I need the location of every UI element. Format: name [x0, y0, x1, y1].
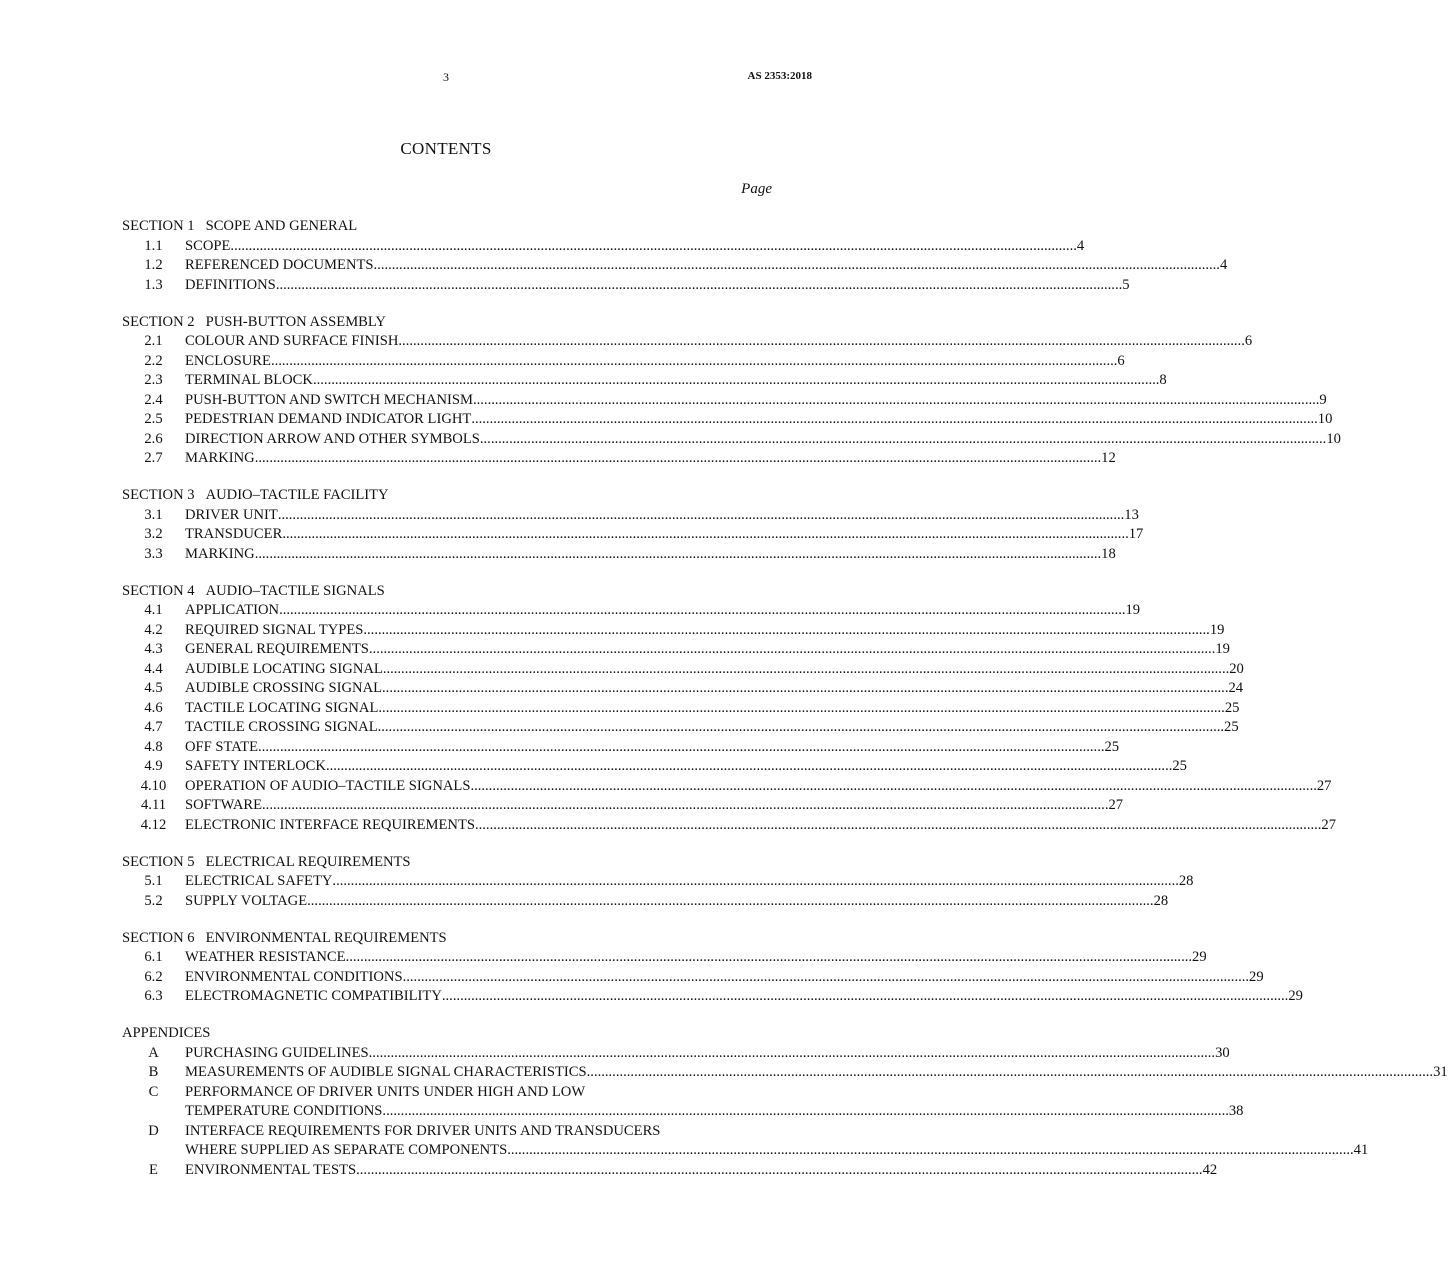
entry-number: 2.5: [144, 411, 163, 427]
entry-number: 2.7: [144, 450, 163, 466]
entry-page-number: 28: [1178, 873, 1194, 889]
toc-entry[interactable]: [122, 237, 1085, 257]
entry-title: TACTILE CROSSING SIGNAL: [185, 719, 378, 735]
entry-page-number: 10: [1326, 430, 1341, 447]
entry-page-number: 18: [1101, 545, 1116, 562]
entry-title: ELECTRICAL SAFETY: [185, 873, 333, 889]
entry-number: 4.10: [140, 777, 167, 794]
toc-entry[interactable]: [122, 679, 1244, 699]
entry-page-number: 27: [1108, 797, 1124, 813]
toc-entry[interactable]: [122, 816, 1337, 836]
dot-leader: [383, 660, 1229, 680]
toc-entry[interactable]: [122, 796, 1124, 816]
section-heading: [122, 1024, 772, 1044]
entry-number: 4.6: [144, 699, 163, 716]
dot-leader: [255, 545, 1101, 565]
dot-leader: [356, 1161, 1202, 1181]
entry-number: C: [148, 1083, 159, 1100]
section-label: SECTION 2: [122, 313, 195, 330]
dot-leader: [326, 757, 1172, 777]
entry-page-number: 4: [1219, 257, 1228, 273]
toc-entry[interactable]: [122, 948, 1207, 968]
dot-leader: [278, 506, 1124, 526]
dot-leader: [378, 699, 1224, 719]
entry-title: ENVIRONMENTAL TESTS: [185, 1161, 357, 1178]
entry-title: MEASUREMENTS OF AUDIBLE SIGNAL CHARACTERISTICS: [185, 1064, 587, 1080]
dot-leader: [363, 621, 1209, 641]
entry-number: 3.3: [144, 545, 163, 562]
dot-leader: [475, 816, 1321, 836]
dot-leader: [507, 1141, 1353, 1161]
section-title: AUDIO–TACTILE SIGNALS: [205, 582, 385, 599]
entry-page-number: 29: [1192, 949, 1207, 965]
entry-title: AUDIBLE LOCATING SIGNAL: [185, 660, 383, 677]
entry-title: AUDIBLE CROSSING SIGNAL: [185, 680, 383, 696]
dot-leader: [369, 640, 1215, 660]
entry-title: REQUIRED SIGNAL TYPES: [185, 621, 364, 638]
entry-title: REFERENCED DOCUMENTS: [185, 257, 374, 273]
entry-number: 4.5: [144, 680, 163, 696]
entry-number: 3.1: [144, 506, 163, 523]
section-label: APPENDICES: [122, 1025, 211, 1041]
entry-number: 4.8: [144, 738, 163, 755]
dot-leader: [369, 1044, 1215, 1064]
entry-title: WEATHER RESISTANCE: [185, 949, 346, 965]
entry-title: SUPPLY VOLTAGE: [185, 892, 308, 909]
entry-page-number: 19: [1209, 621, 1225, 638]
section-heading: [122, 853, 772, 873]
entry-title: ENVIRONMENTAL CONDITIONS: [185, 968, 403, 985]
dot-leader: [442, 987, 1288, 1007]
toc-entry[interactable]: [122, 872, 1194, 892]
entry-number: D: [148, 1122, 159, 1139]
entry-page-number: 9: [1319, 391, 1327, 408]
section-title: ELECTRICAL REQUIREMENTS: [205, 853, 411, 870]
toc-section: [122, 582, 1337, 836]
contents-title: CONTENTS: [400, 139, 492, 158]
entry-title: PUSH-BUTTON AND SWITCH MECHANISM: [185, 391, 473, 408]
entry-title: DIRECTION ARROW AND OTHER SYMBOLS: [185, 430, 480, 447]
page-number: 3: [443, 70, 449, 84]
entry-title: COLOUR AND SURFACE FINISH: [185, 333, 399, 349]
section-label: SECTION 1: [122, 218, 195, 234]
entry-title: DEFINITIONS: [185, 276, 276, 293]
entry-number: 4.7: [144, 719, 163, 735]
entry-page-number: 8: [1159, 372, 1167, 388]
entry-number: 1.3: [144, 276, 163, 293]
toc-entry[interactable]: [122, 1063, 1448, 1083]
entry-page-number: 17: [1128, 526, 1144, 542]
entry-page-number: 29: [1288, 988, 1303, 1004]
dot-leader: [480, 430, 1326, 450]
entry-page-number: 19: [1215, 641, 1230, 657]
entry-page-number: 25: [1104, 738, 1120, 755]
entry-page-number: 42: [1202, 1161, 1218, 1178]
toc-entry[interactable]: [122, 757, 1187, 777]
toc-entry[interactable]: [122, 718, 1239, 738]
entry-page-number: 31: [1433, 1064, 1448, 1080]
entry-number: 2.1: [144, 333, 163, 349]
entry-page-number: 13: [1124, 506, 1139, 523]
entry-number: 2.6: [144, 430, 163, 447]
toc-entry[interactable]: [122, 892, 1169, 912]
entry-title: DRIVER UNIT: [185, 506, 278, 523]
toc-entry[interactable]: [122, 332, 1253, 352]
entry-number: 1.1: [144, 237, 163, 254]
toc-entry[interactable]: [122, 506, 1139, 526]
entry-number: B: [148, 1064, 159, 1080]
toc-entry[interactable]: [122, 968, 1264, 988]
entry-title: INTERFACE REQUIREMENTS FOR DRIVER UNITS AND TRANSDUCERS: [185, 1122, 661, 1139]
toc-entry[interactable]: [122, 449, 1116, 469]
entry-number: 4.2: [144, 621, 163, 638]
section-heading: [122, 582, 772, 602]
toc-entry[interactable]: [122, 601, 1141, 621]
entry-page-number: 6: [1117, 352, 1125, 369]
entry-page-number: 27: [1316, 777, 1332, 794]
entry-page-number: 25: [1224, 719, 1239, 735]
dot-leader: [271, 352, 1117, 372]
dot-leader: [276, 276, 1122, 296]
entry-number: 3.2: [144, 526, 163, 542]
entry-title: GENERAL REQUIREMENTS: [185, 641, 369, 657]
dot-leader: [332, 872, 1178, 892]
entry-number: 4.9: [144, 758, 163, 774]
entry-page-number: 10: [1317, 411, 1333, 427]
dot-leader: [382, 679, 1228, 699]
toc-entry[interactable]: [122, 352, 1125, 372]
section-label: SECTION 6: [122, 929, 195, 946]
dot-leader: [313, 371, 1159, 391]
toc-section: [122, 217, 1228, 295]
entry-number: 2.2: [144, 352, 163, 369]
section-title: ENVIRONMENTAL REQUIREMENTS: [205, 929, 447, 946]
toc-entry[interactable]: [122, 371, 1167, 391]
toc-entry[interactable]: [122, 525, 1144, 545]
entry-title: SOFTWARE: [185, 797, 263, 813]
entry-number: 6.3: [144, 988, 163, 1004]
entry-page-number: 6: [1244, 333, 1253, 349]
table-of-contents: [122, 217, 1448, 1198]
entry-page-number: 24: [1228, 680, 1244, 696]
toc-section: [122, 853, 1194, 912]
entry-title: OFF STATE: [185, 738, 259, 755]
entry-page-number: 27: [1321, 816, 1337, 833]
entry-number: 1.2: [144, 257, 163, 273]
entry-page-number: 5: [1122, 276, 1130, 293]
entry-number: 2.4: [144, 391, 163, 408]
dot-leader: [230, 237, 1076, 257]
entry-page-number: 20: [1229, 660, 1244, 677]
entry-title: MARKING: [185, 545, 255, 562]
entry-number: 5.1: [144, 873, 163, 889]
entry-title: ELECTRONIC INTERFACE REQUIREMENTS: [185, 816, 475, 833]
entry-page-number: 41: [1353, 1142, 1369, 1158]
section-title: AUDIO–TACTILE FACILITY: [205, 487, 389, 503]
entry-title: TACTILE LOCATING SIGNAL: [185, 699, 379, 716]
toc-entry[interactable]: [122, 699, 1240, 719]
dot-leader: [471, 410, 1317, 430]
entry-page-number: 29: [1249, 968, 1264, 985]
entry-title: PURCHASING GUIDELINES: [185, 1044, 369, 1061]
dot-leader: [374, 256, 1220, 276]
entry-number: 4.12: [140, 816, 167, 833]
document-id: AS 2353:2018: [747, 70, 812, 82]
section-title: PUSH-BUTTON ASSEMBLY: [205, 313, 386, 330]
entry-title: SCOPE: [185, 237, 231, 254]
entry-title: TRANSDUCER: [185, 526, 283, 542]
dot-leader: [255, 449, 1101, 469]
entry-title: PEDESTRIAN DEMAND INDICATOR LIGHT: [185, 411, 472, 427]
section-heading: [122, 486, 772, 506]
entry-title: TERMINAL BLOCK: [185, 372, 313, 388]
toc-entry[interactable]: [122, 738, 1120, 758]
toc-entry[interactable]: [122, 621, 1225, 641]
toc-entry[interactable]: [122, 1044, 1230, 1064]
toc-entry[interactable]: [122, 1122, 1369, 1161]
dot-leader: [262, 796, 1108, 816]
toc-section: [122, 486, 1144, 564]
section-title: SCOPE AND GENERAL: [205, 218, 358, 234]
toc-entry[interactable]: [122, 660, 1244, 680]
entry-title: OPERATION OF AUDIO–TACTILE SIGNALS: [185, 777, 471, 794]
dot-leader: [258, 738, 1104, 758]
entry-title: ELECTROMAGNETIC COMPATIBILITY: [185, 988, 442, 1004]
dot-leader: [470, 777, 1316, 797]
entry-number: 4.1: [144, 602, 163, 618]
toc-entry[interactable]: [122, 256, 1228, 276]
entry-number: 5.2: [144, 892, 163, 909]
entry-page-number: 19: [1125, 602, 1141, 618]
section-label: SECTION 3: [122, 487, 195, 503]
entry-number: 4.3: [144, 641, 163, 657]
entry-page-number: 28: [1153, 892, 1169, 909]
entry-number: 2.3: [144, 372, 163, 388]
page-column-label: Page: [741, 181, 772, 197]
toc-section: [122, 313, 1341, 469]
section-heading: [122, 217, 772, 237]
entry-number: 4.11: [141, 797, 166, 813]
entry-title: APPLICATION: [185, 602, 280, 618]
dot-leader: [382, 1102, 1228, 1122]
entry-number: 4.4: [144, 660, 163, 677]
section-label: SECTION 5: [122, 853, 195, 870]
entry-page-number: 30: [1215, 1044, 1230, 1061]
dot-leader: [378, 718, 1224, 738]
entry-title: WHERE SUPPLIED AS SEPARATE COMPONENTS: [185, 1142, 508, 1158]
dot-leader: [307, 892, 1153, 912]
entry-page-number: 25: [1224, 699, 1240, 716]
entry-number: A: [148, 1044, 159, 1061]
toc-entry[interactable]: [122, 640, 1230, 660]
entry-title: PERFORMANCE OF DRIVER UNITS UNDER HIGH AND LOW: [185, 1083, 586, 1100]
entry-number: E: [149, 1161, 158, 1178]
dot-leader: [587, 1063, 1433, 1083]
toc-section: [122, 1024, 1448, 1180]
section-heading: [122, 929, 772, 949]
toc-entry[interactable]: [122, 1083, 1244, 1122]
entry-number: 6.1: [144, 949, 163, 965]
toc-entry[interactable]: [122, 410, 1333, 430]
entry-page-number: 4: [1076, 237, 1085, 254]
dot-leader: [346, 948, 1192, 968]
toc-entry[interactable]: [122, 545, 1116, 565]
dot-leader: [403, 968, 1249, 988]
entry-title: ENCLOSURE: [185, 352, 271, 369]
dot-leader: [473, 391, 1319, 411]
toc-entry[interactable]: [122, 777, 1332, 797]
entry-title: SAFETY INTERLOCK: [185, 758, 326, 774]
entry-page-number: 12: [1101, 450, 1116, 466]
toc-entry[interactable]: [122, 391, 1327, 411]
toc-entry[interactable]: [122, 1161, 1218, 1181]
dot-leader: [398, 332, 1244, 352]
dot-leader: [282, 525, 1128, 545]
entry-title: TEMPERATURE CONDITIONS: [185, 1103, 383, 1119]
entry-page-number: 38: [1228, 1103, 1244, 1119]
toc-entry[interactable]: [122, 987, 1303, 1007]
toc-entry[interactable]: [122, 276, 1130, 296]
entry-number: 6.2: [144, 968, 163, 985]
toc-section: [122, 929, 1303, 1007]
entry-title: MARKING: [185, 450, 255, 466]
dot-leader: [279, 601, 1125, 621]
section-heading: [122, 313, 772, 333]
toc-entry[interactable]: [122, 430, 1341, 450]
entry-page-number: 25: [1172, 758, 1187, 774]
section-label: SECTION 4: [122, 582, 195, 599]
